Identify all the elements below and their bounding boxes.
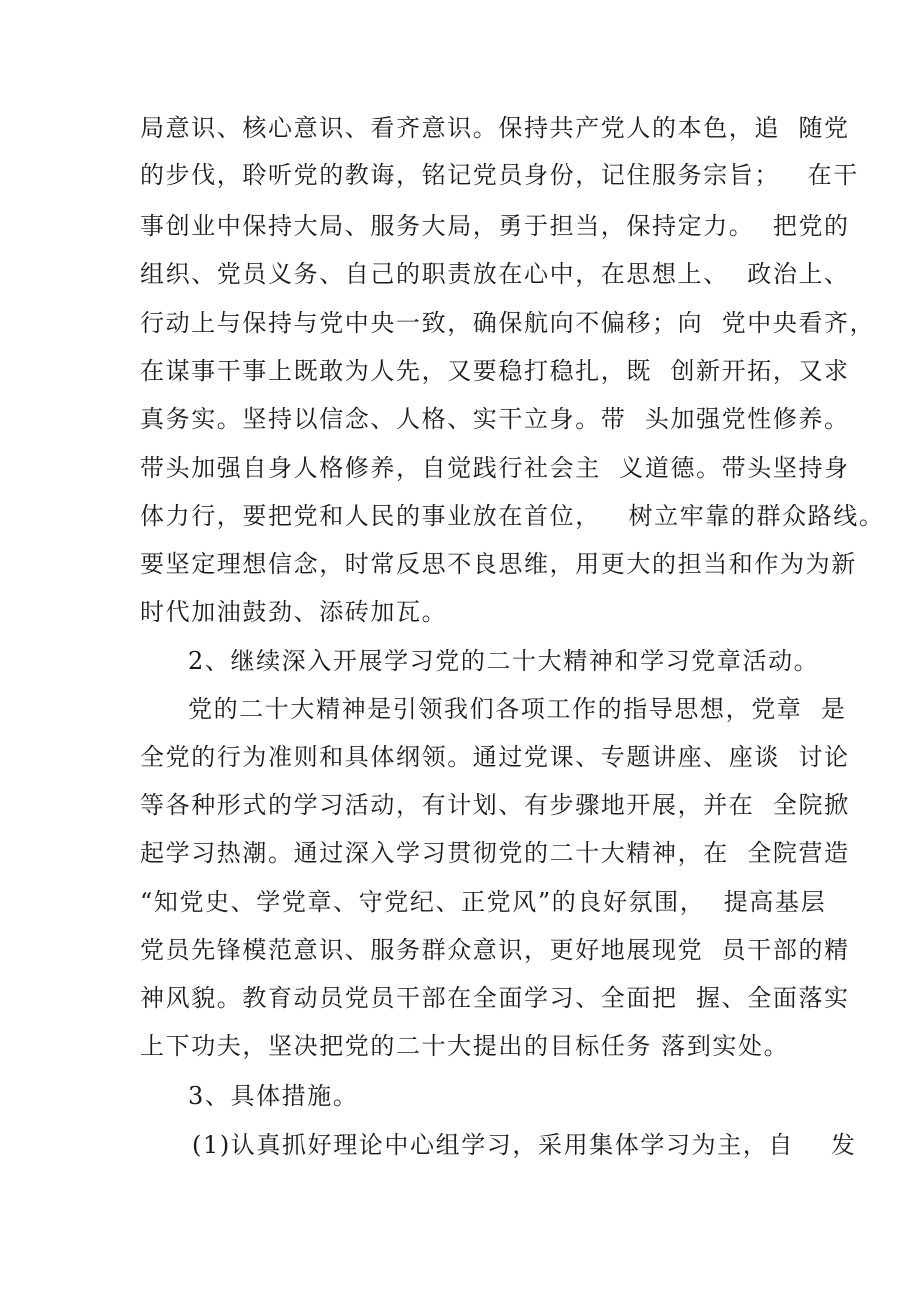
- body-text-line: 组织、党员义务、自己的职责放在心中，在思想上、 政治上、: [140, 260, 850, 288]
- body-text-line: 事创业中保持大局、服务大局，勇于担当，保持定力。 把党的: [140, 212, 850, 240]
- body-text-line: 时代加油鼓劲、添砖加瓦。: [140, 598, 448, 626]
- body-text-line: “知党史、学党章、守党纪、正党风”的良好氛围， 提高基层: [140, 888, 827, 916]
- body-text-line: 要坚定理想信念，时常反思不良思维，用更大的担当和作为为新: [140, 550, 857, 578]
- body-text-line: 真务实。坚持以信念、人格、实干立身。带 头加强党性修养。: [140, 405, 850, 433]
- body-text-line: 全党的行为准则和具体纲领。通过党课、专题讲座、座谈 讨论: [140, 743, 850, 771]
- section-heading: 3、具体措施。: [188, 1082, 359, 1110]
- body-text-line: 带头加强自身人格修养，自觉践行社会主 义道德。带头坚持身: [140, 454, 850, 482]
- body-text-line: 局意识、核心意识、看齐意识。保持共产党人的本色，追 随党: [140, 114, 850, 142]
- body-text-line: 党的二十大精神是引领我们各项工作的指导思想，党章 是: [188, 695, 847, 723]
- body-text-line: 起学习热潮。通过深入学习贯彻党的二十大精神，在 全院营造: [140, 839, 850, 867]
- body-text-line: 的步伐，聆听党的教诲，铭记党员身份，记住服务宗旨； 在干: [140, 161, 859, 189]
- body-text-line: 体力行，要把党和人民的事业放在首位， 树立牢靠的群众路线。: [140, 502, 885, 530]
- body-text-line: 神风貌。教育动员党员干部在全面学习、全面把 握、全面落实: [140, 984, 850, 1012]
- body-text-line: 行动上与保持与党中央一致，确保航向不偏移；向 党中央看齐，: [140, 309, 876, 337]
- body-text-line: 党员先锋模范意识、服务群众意识，更好地展现党 员干部的精: [140, 936, 850, 964]
- body-text-line: 等各种形式的学习活动，有计划、有步骤地开展，并在 全院掀: [140, 791, 850, 819]
- section-heading: 2、继续深入开展学习党的二十大精神和学习党章活动。: [188, 647, 820, 675]
- list-item: (1)认真抓好理论中心组学习，采用集体学习为主，自 发: [192, 1131, 857, 1159]
- body-text-line: 上下功夫，坚决把党的二十大提出的目标任务 落到实处。: [140, 1032, 790, 1060]
- body-text-line: 在谋事干事上既敢为人先，又要稳打稳扎，既 创新开拓，又求: [140, 357, 850, 385]
